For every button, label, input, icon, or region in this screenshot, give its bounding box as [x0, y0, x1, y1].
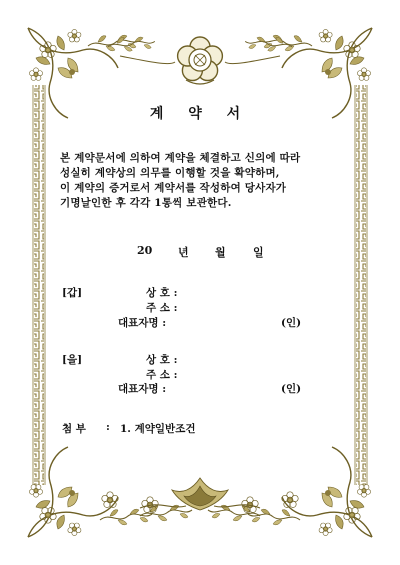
- attachment-item: 1. 계약일반조건: [120, 423, 196, 435]
- party-a-name-label: 상 호 :: [146, 287, 178, 299]
- body-line-1: 본 계약문서에 의하여 계약을 체결하고 신의에 따라: [60, 152, 301, 164]
- date-year-unit: 년: [178, 246, 189, 259]
- body-line-4: 기명날인한 후 각각 1통씩 보관한다.: [60, 197, 232, 209]
- party-a-rep-label: 대표자명 :: [118, 317, 167, 329]
- party-b-seal: (인): [281, 383, 302, 395]
- party-b-address-label: 주 소 :: [146, 369, 178, 381]
- document-title: 계 약 서: [149, 106, 251, 122]
- date-year: 20: [137, 244, 153, 257]
- party-a-address-label: 주 소 :: [146, 302, 178, 314]
- right-key-border: [356, 85, 366, 485]
- party-b-rep-label: 대표자명 :: [118, 383, 167, 395]
- bottom-center-ornament: [140, 478, 260, 510]
- left-key-border: [34, 85, 44, 485]
- party-a-tag: [갑]: [62, 287, 83, 299]
- attachment-label: 첨 부: [62, 423, 86, 435]
- date-month-unit: 월: [215, 246, 226, 259]
- top-vine-left: [88, 35, 155, 51]
- party-b-name-label: 상 호 :: [146, 354, 178, 366]
- party-a-seal: (인): [281, 317, 302, 329]
- party-b-tag: [을]: [62, 354, 83, 366]
- national-emblem-icon: [178, 37, 223, 84]
- top-vine-right: [245, 35, 312, 51]
- date-day-unit: 일: [253, 246, 264, 259]
- body-line-2: 성실히 계약상의 의무를 이행할 것을 확약하며,: [60, 167, 280, 179]
- body-line-3: 이 계약의 증거로서 계약서를 작성하여 당사자가: [60, 182, 287, 194]
- attachment-separator: :: [106, 421, 110, 433]
